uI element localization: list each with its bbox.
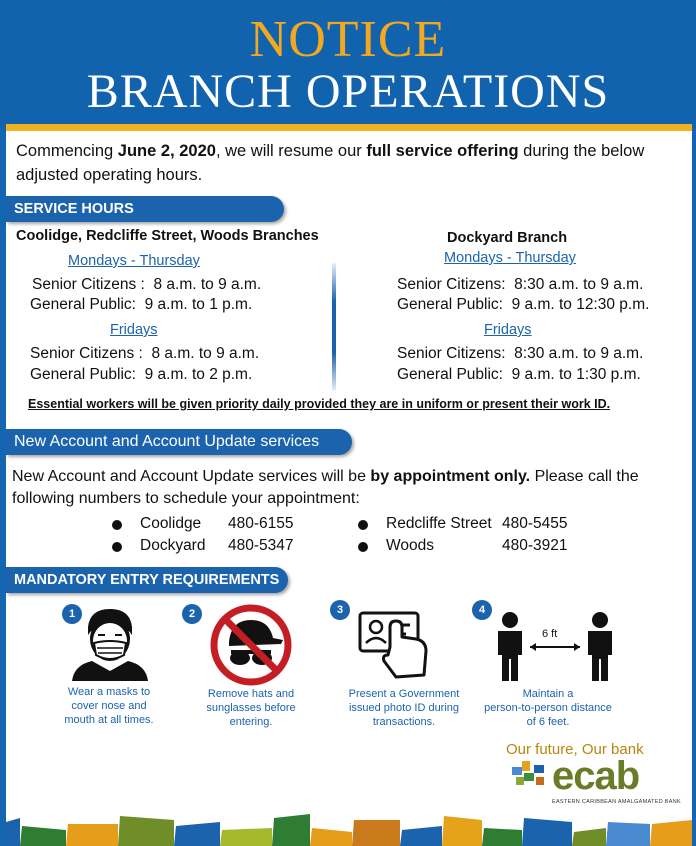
right-fri-senior: Senior Citizens: 8:30 a.m. to 9 a.m. (397, 345, 644, 362)
ecab-logo-mark-icon (510, 759, 550, 789)
header-divider (6, 124, 692, 131)
service-hours-tab: SERVICE HOURS (6, 196, 284, 222)
step-3-text-line: Present a Government (348, 688, 460, 700)
left-branch-title: Coolidge, Redcliffe Street, Woods Branches (16, 228, 319, 244)
step-1-text-line: cover nose and (71, 700, 147, 712)
intro-middle: , we will resume our (215, 142, 367, 160)
left-mon-thu-general: General Public: 9 a.m. to 1 p.m. (30, 296, 253, 313)
accounts-paragraph (12, 466, 682, 510)
requirements-tab: MANDATORY ENTRY REQUIREMENTS (6, 567, 288, 593)
intro-emphasis: full service offering (366, 142, 519, 160)
intro-paragraph (16, 139, 676, 187)
left-mon-thu-senior: Senior Citizens : 8 a.m. to 9 a.m. (32, 276, 262, 293)
step-4-text-line: of 6 feet. (526, 716, 570, 728)
decorative-footer-band (6, 804, 692, 846)
step-3-text-line: issued photo ID during (348, 702, 460, 714)
intro-date: June 2, 2020 (117, 142, 216, 160)
bullet-icon (112, 542, 122, 552)
right-fri-heading: Fridays (484, 322, 532, 338)
step-1-text (44, 685, 174, 727)
notice-body (6, 131, 692, 846)
accounts-para-suffix: Please call the following numbers to schedule your appointment: (12, 468, 639, 507)
step-2-text-line: entering. (229, 716, 273, 728)
bullet-icon (358, 542, 368, 552)
step-4-badge: 4 (472, 600, 492, 620)
brand-tagline: Our future, Our bank (506, 741, 644, 758)
phone-branch-dockyard: Dockyard (140, 537, 206, 554)
left-mon-thu-heading: Mondays - Thursday (68, 253, 200, 269)
accounts-para-emphasis: by appointment only. (370, 468, 531, 485)
accounts-para-prefix: New Account and Account Update services will be (12, 468, 371, 485)
column-divider (332, 263, 336, 391)
bullet-icon (358, 520, 368, 530)
bullet-icon (112, 520, 122, 530)
step-3-text (334, 687, 474, 729)
step-3-text-line: transactions. (372, 716, 436, 728)
right-mon-thu-general: General Public: 9 a.m. to 12:30 p.m. (397, 296, 650, 313)
accounts-tab: New Account and Account Update services (6, 429, 352, 455)
step-2-text-line: Remove hats and (207, 688, 295, 700)
step-2-text-line: sunglasses before (206, 702, 296, 714)
phone-number-coolidge: 480-6155 (228, 515, 294, 532)
essential-workers-note: Essential workers will be given priority daily provided they are in uniform or present their work ID. (28, 397, 611, 411)
left-fri-senior: Senior Citizens : 8 a.m. to 9 a.m. (30, 345, 260, 362)
phone-number-woods: 480-3921 (502, 537, 568, 554)
phone-branch-coolidge: Coolidge (140, 515, 202, 532)
step-1-text-line: Wear a masks to (67, 686, 151, 698)
step-3-badge: 3 (330, 600, 350, 620)
header-banner (0, 0, 696, 128)
right-mon-thu-heading: Mondays - Thursday (444, 250, 576, 266)
photo-id-icon (356, 607, 432, 683)
step-4-text-line: person-to-person distance (484, 702, 612, 714)
step-2-text (186, 687, 316, 729)
no-hats-sunglasses-icon (203, 604, 299, 686)
step-4-text (468, 687, 628, 729)
ecab-logo-text: ecab (552, 754, 640, 798)
notice-title: NOTICE (249, 11, 447, 68)
intro-suffix: during the below adjusted operating hours. (16, 142, 645, 184)
branch-operations-title: BRANCH OPERATIONS (86, 65, 610, 118)
ecab-logo-subtext: EASTERN CARIBBEAN AMALGAMATED BANK (552, 799, 681, 805)
right-mon-thu-senior: Senior Citizens: 8:30 a.m. to 9 a.m. (397, 276, 644, 293)
social-distance-icon (488, 611, 622, 683)
right-branch-title: Dockyard Branch (447, 230, 568, 246)
left-fri-general: General Public: 9 a.m. to 2 p.m. (30, 366, 253, 383)
step-1-badge: 1 (62, 604, 82, 624)
right-fri-general: General Public: 9 a.m. to 1:30 p.m. (397, 366, 641, 383)
step-4-text-line: Maintain a (522, 688, 574, 700)
phone-branch-redcliffe: Redcliffe Street (386, 515, 492, 532)
left-fri-heading: Fridays (110, 322, 158, 338)
face-mask-icon (66, 605, 152, 681)
step-1-text-line: mouth at all times. (64, 714, 154, 726)
intro-prefix: Commencing (16, 142, 118, 160)
distance-label: 6 ft (542, 628, 558, 640)
phone-branch-woods: Woods (386, 537, 434, 554)
step-2-badge: 2 (182, 604, 202, 624)
phone-number-dockyard: 480-5347 (228, 537, 294, 554)
phone-number-redcliffe: 480-5455 (502, 515, 568, 532)
